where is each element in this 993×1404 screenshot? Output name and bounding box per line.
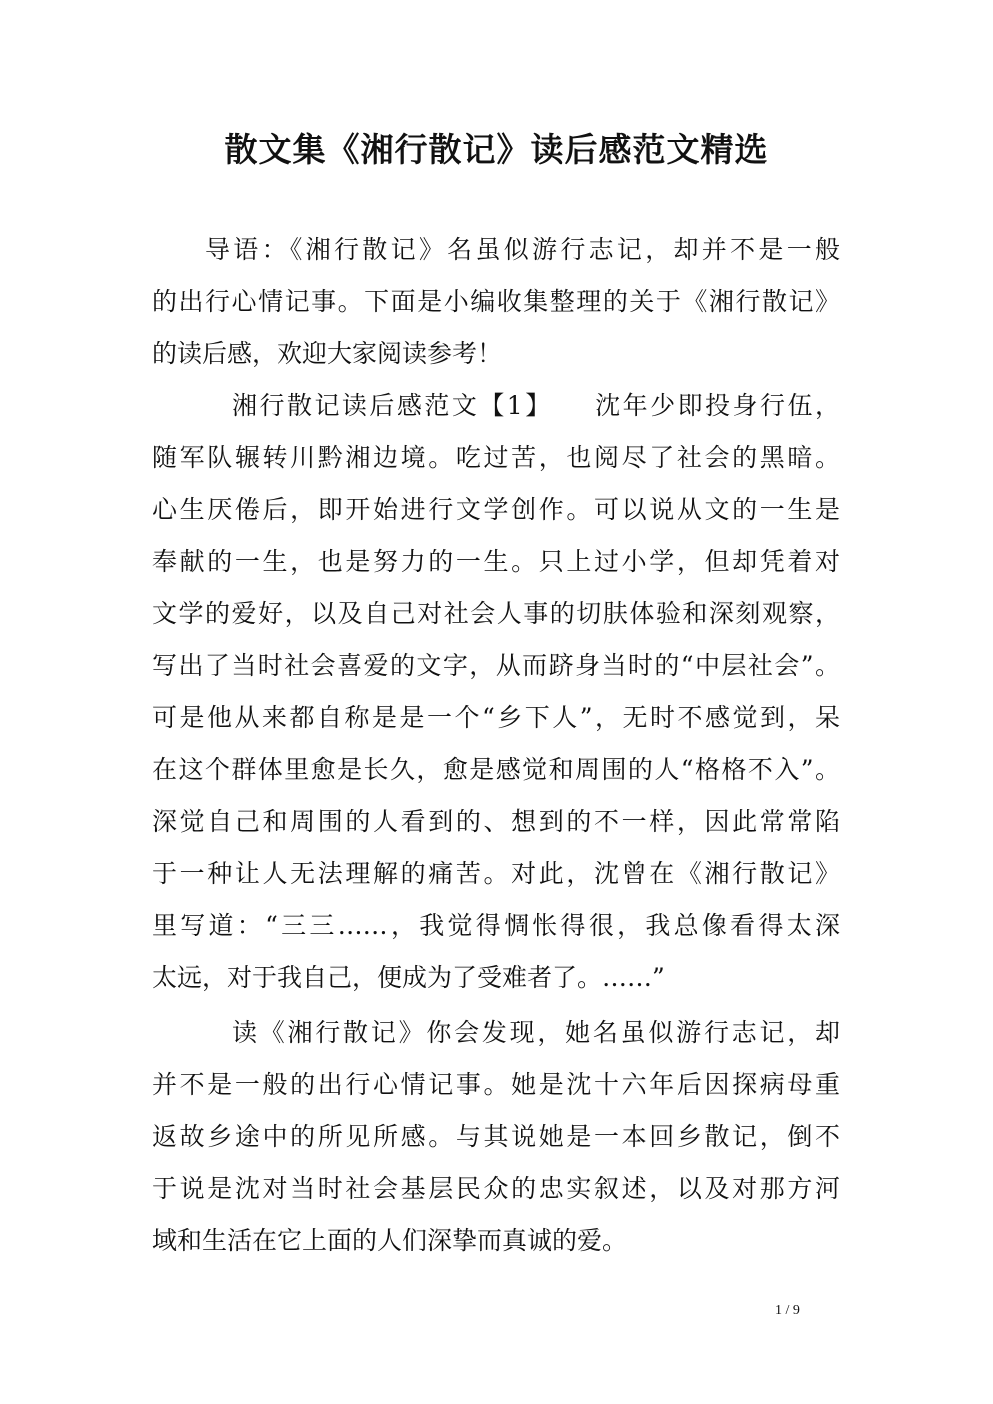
text-line: 写出了当时社会喜爱的文字，从而跻身当时的“中层社会”。 [152, 651, 840, 680]
text-line: 读《湘行散记》你会发现，她名虽似游行志记，却 [232, 1018, 840, 1047]
text-line: 文学的爱好，以及自己对社会人事的切肤体验和深刻观察， [152, 599, 840, 628]
text-line: 深觉自己和周围的人看到的、想到的不一样，因此常常陷 [152, 807, 840, 836]
text-line: 导语：《湘行散记》名虽似游行志记，却并不是一般 [205, 235, 840, 264]
text-line: 里写道：“三三……，我觉得惆怅得很，我总像看得太深 [152, 911, 840, 940]
text-line: 域和生活在它上面的人们深挚而真诚的爱。 [152, 1226, 628, 1255]
text-line: 于一种让人无法理解的痛苦。对此，沈曾在《湘行散记》 [152, 859, 840, 888]
text-line: 湘行散记读后感范文【1】 沈年少即投身行伍， [232, 391, 840, 420]
text-line: 的读后感，欢迎大家阅读参考！ [152, 339, 503, 368]
paragraph [152, 1007, 840, 1267]
text-line: 随军队辗转川黔湘边境。吃过苦，也阅尽了社会的黑暗。 [152, 443, 840, 472]
document-title: 散文集《湘行散记》读后感范文精选 [224, 130, 769, 169]
text-line: 返故乡途中的所见所感。与其说她是一本回乡散记，倒不 [152, 1122, 840, 1151]
paragraph [152, 224, 840, 380]
text-line: 心生厌倦后，即开始进行文学创作。可以说从文的一生是 [152, 495, 840, 524]
paragraph [152, 380, 840, 1004]
text-line: 于说是沈对当时社会基层民众的忠实叙述，以及对那方河 [152, 1174, 840, 1203]
text-line: 奉献的一生，也是努力的一生。只上过小学，但却凭着对 [152, 547, 840, 576]
text-line: 太远，对于我自己，便成为了受难者了。……” [152, 963, 665, 992]
text-line: 的出行心情记事。下面是小编收集整理的关于《湘行散记》 [152, 287, 840, 316]
text-line: 可是他从来都自称是是一个“乡下人”，无时不感觉到，呆 [152, 703, 840, 732]
document-body [152, 224, 840, 1267]
text-line: 并不是一般的出行心情记事。她是沈十六年后因探病母重 [152, 1070, 840, 1099]
page-number: 1 / 9 [775, 1303, 800, 1318]
text-line: 在这个群体里愈是长久，愈是感觉和周围的人“格格不入”。 [152, 755, 840, 784]
